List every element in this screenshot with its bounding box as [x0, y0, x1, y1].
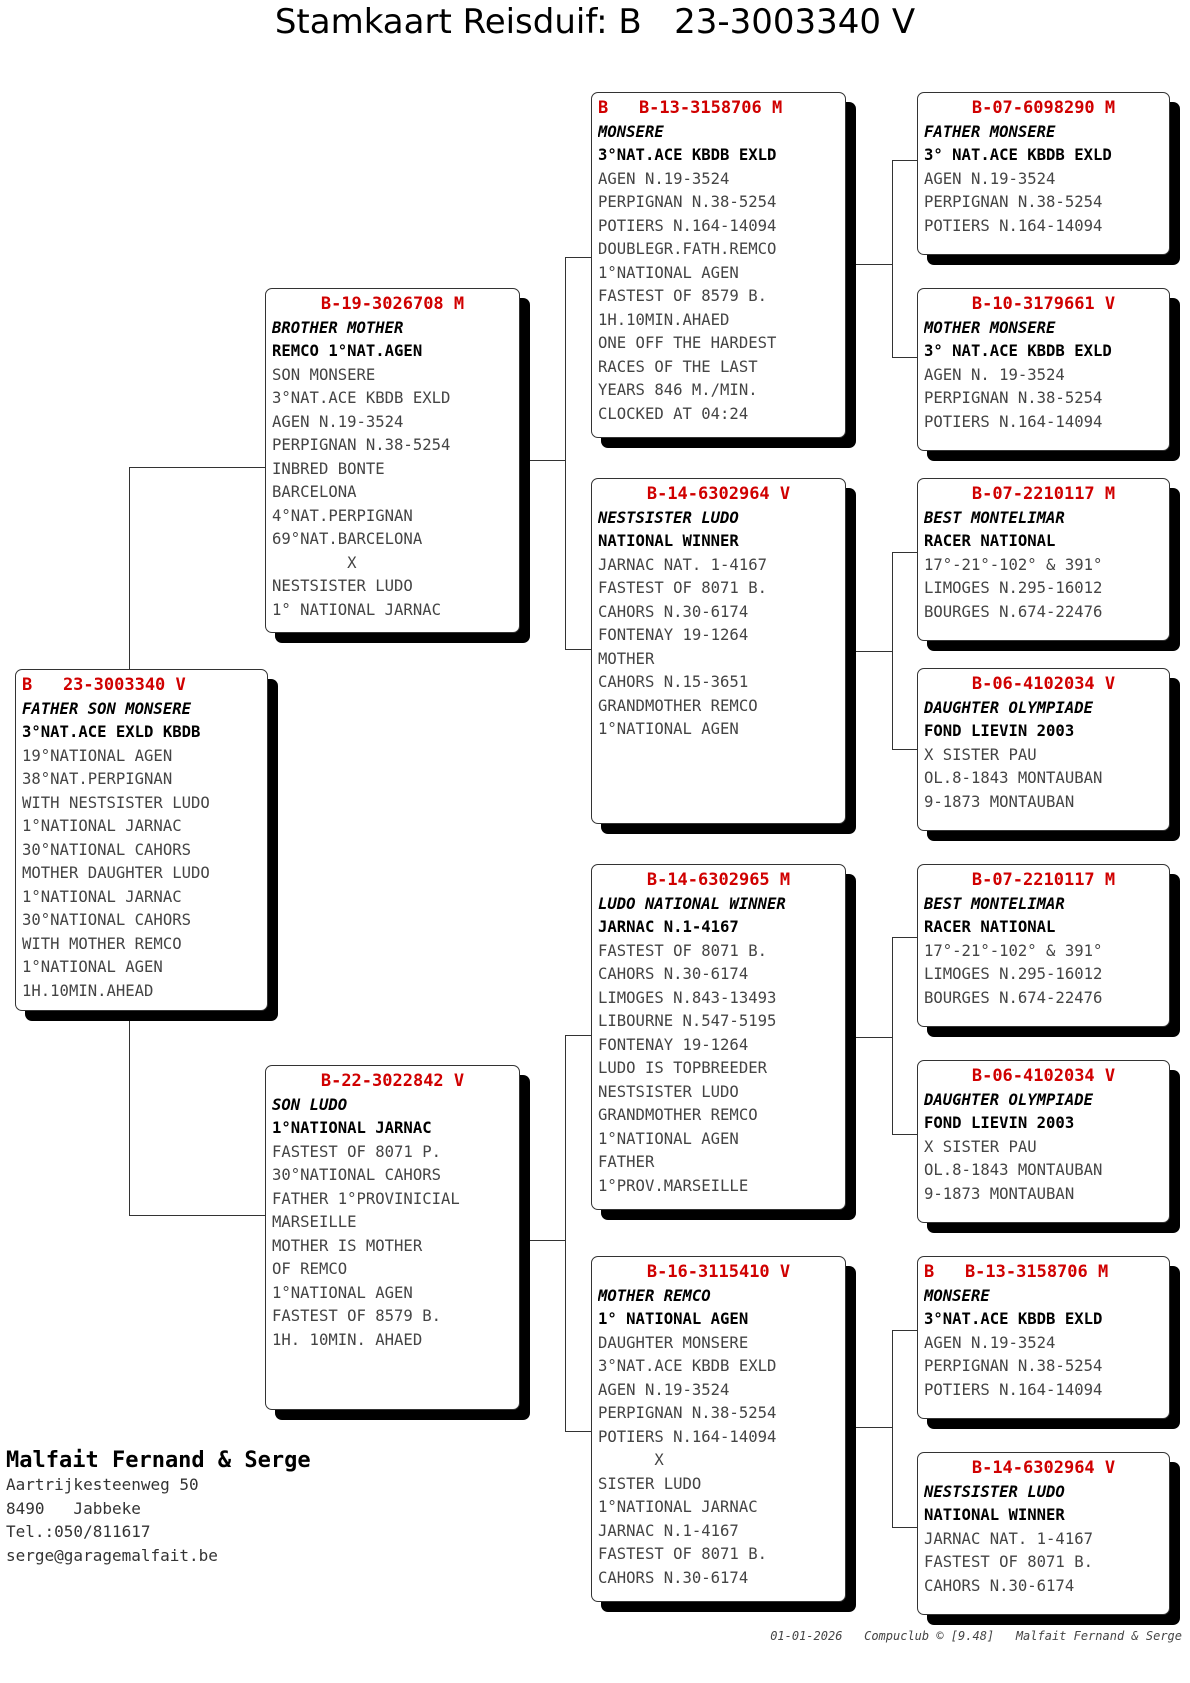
pigeon-result-line: POTIERS N.164-14094 — [598, 1427, 777, 1446]
pigeon-result-line: PERPIGNAN N.38-5254 — [598, 193, 777, 211]
pigeon-result-line: AGEN N.19-3524 — [924, 1333, 1056, 1352]
pigeon-highlight: NATIONAL WINNER — [924, 1506, 1065, 1524]
pigeon-result-line: 30°NATIONAL CAHORS — [22, 911, 191, 929]
pigeon-result-line: FASTEST OF 8071 B. — [924, 1553, 1093, 1571]
pigeon-result-line: X SISTER PAU — [924, 1137, 1037, 1156]
pigeon-result-line: FASTEST OF 8579 B. — [598, 287, 767, 305]
pigeon-highlight: 3°NAT.ACE KBDB EXLD — [598, 146, 777, 164]
pigeon-result-line: FASTEST OF 8579 B. — [272, 1307, 441, 1325]
pigeon-result-line: FASTEST OF 8071 B. — [598, 941, 767, 960]
pigeon-name: MOTHER MONSERE — [924, 318, 1056, 337]
pigeon-highlight: 3°NAT.ACE EXLD KBDB — [22, 723, 201, 741]
pigeon-card-dam-dam-sire — [917, 1256, 1170, 1419]
pigeon-result-line: MOTHER IS MOTHER — [272, 1236, 423, 1255]
pigeon-result-line: GRANDMOTHER REMCO — [598, 696, 758, 715]
pigeon-result-line: FONTENAY 19-1264 — [598, 626, 749, 644]
pigeon-name: NESTSISTER LUDO — [598, 508, 739, 527]
pigeon-highlight: REMCO 1°NAT.AGEN — [272, 342, 423, 360]
pigeon-card-dam-dam-dam — [917, 1452, 1170, 1615]
pigeon-result-line: POTIERS N.164-14094 — [924, 1380, 1103, 1399]
pigeon-result-line: 1°NATIONAL AGEN — [22, 958, 163, 976]
connector-sd-parents — [892, 552, 918, 750]
pigeon-result-line: CLOCKED AT 04:24 — [598, 404, 749, 423]
ring-number: B-14-6302965 M — [646, 870, 791, 890]
connector-dd-stub — [856, 1427, 892, 1428]
pigeon-result-line: 4°NAT.PERPIGNAN — [272, 506, 413, 525]
pigeon-result-line: CAHORS N.30-6174 — [598, 602, 749, 621]
pigeon-result-line: 30°NATIONAL CAHORS — [22, 840, 191, 859]
pigeon-result-line: FASTEST OF 8071 B. — [598, 1545, 767, 1563]
pigeon-result-line: FATHER 1°PROVINICIAL — [272, 1189, 460, 1208]
pigeon-card-dam-dam — [591, 1256, 846, 1602]
pigeon-card-dam-sire — [591, 864, 846, 1210]
pigeon-highlight: JARNAC N.1-4167 — [598, 918, 739, 936]
pigeon-highlight: NATIONAL WINNER — [598, 532, 739, 550]
pigeon-name: BEST MONTELIMAR — [924, 508, 1065, 527]
ring-number: B-07-6098290 M — [971, 98, 1116, 118]
ring-number: B-19-3026708 M — [320, 294, 465, 314]
connector-ds-stub — [856, 1037, 892, 1038]
pigeon-result-line: FATHER — [598, 1153, 655, 1171]
pigeon-result-line: FONTENAY 19-1264 — [598, 1035, 749, 1054]
pigeon-result-line: BARCELONA — [272, 483, 357, 501]
ring-number: B-14-6302964 V — [971, 1458, 1116, 1478]
pigeon-name: BROTHER MOTHER — [272, 318, 404, 337]
ring-number: B-16-3115410 V — [646, 1262, 791, 1282]
pigeon-result-line: AGEN N. 19-3524 — [924, 365, 1065, 384]
pigeon-card-dam-sire-dam — [917, 1060, 1170, 1223]
pigeon-result-line: 1H.10MIN.AHAED — [598, 310, 730, 329]
pigeon-card-dam — [265, 1065, 520, 1410]
ring-number: B B-13-3158706 M — [924, 1262, 1109, 1282]
pigeon-highlight: 3° NAT.ACE KBDB EXLD — [924, 342, 1112, 360]
pigeon-result-line: ONE OFF THE HARDEST — [598, 334, 777, 352]
pigeon-result-line: PERPIGNAN N.38-5254 — [924, 389, 1103, 407]
owner-address-line: Aartrijkesteenweg 50 — [6, 1475, 199, 1494]
pigeon-card-sire — [265, 288, 520, 633]
pigeon-result-line: 1°NATIONAL AGEN — [272, 1283, 413, 1302]
pigeon-result-line: INBRED BONTE — [272, 459, 385, 478]
pigeon-card-sire-dam-sire — [917, 478, 1170, 641]
pigeon-result-line: NESTSISTER LUDO — [598, 1082, 739, 1101]
pigeon-highlight: RACER NATIONAL — [924, 918, 1056, 936]
pigeon-result-line: CAHORS N.30-6174 — [598, 965, 749, 983]
owner-email[interactable]: serge@garagemalfait.be — [6, 1545, 218, 1565]
owner-address-line: 8490 Jabbeke — [6, 1498, 141, 1518]
pigeon-name: MONSERE — [924, 1286, 990, 1305]
connector-dam-stub — [528, 1240, 565, 1241]
pigeon-result-line: CAHORS N.15-3651 — [598, 673, 749, 691]
pigeon-highlight: 3°NAT.ACE KBDB EXLD — [924, 1310, 1103, 1328]
pigeon-name: FATHER SON MONSERE — [22, 699, 191, 718]
pigeon-result-line: POTIERS N.164-14094 — [924, 216, 1103, 235]
connector-main-sire — [129, 467, 266, 670]
pigeon-result-line: 30°NATIONAL CAHORS — [272, 1166, 441, 1184]
connector-dd-parents — [892, 1330, 918, 1528]
owner-phone: Tel.:050/811617 — [6, 1522, 151, 1541]
pigeon-highlight: 1°NATIONAL JARNAC — [272, 1119, 432, 1137]
connector-sire-parents — [565, 257, 592, 650]
pigeon-result-line: DAUGHTER MONSERE — [598, 1333, 749, 1352]
pigeon-result-line: CAHORS N.30-6174 — [598, 1568, 749, 1587]
connector-main-dam — [129, 1010, 266, 1216]
pigeon-result-line: JARNAC NAT. 1-4167 — [598, 555, 767, 574]
pigeon-result-line: CAHORS N.30-6174 — [924, 1576, 1075, 1595]
pigeon-result-line: X SISTER PAU — [924, 745, 1037, 764]
pigeon-result-line: AGEN N.19-3524 — [924, 169, 1056, 188]
pigeon-result-line: BOURGES N.674-22476 — [924, 988, 1103, 1007]
connector-ds-parents — [892, 937, 918, 1135]
pigeon-result-line: LUDO IS TOPBREEDER — [598, 1059, 767, 1077]
pigeon-result-line: OF REMCO — [272, 1260, 348, 1278]
pigeon-result-line: 9-1873 MONTAUBAN — [924, 792, 1075, 811]
pigeon-result-line: 1°NATIONAL AGEN — [598, 720, 739, 738]
pigeon-highlight: 1° NATIONAL AGEN — [598, 1310, 749, 1328]
pigeon-result-line: 9-1873 MONTAUBAN — [924, 1184, 1075, 1203]
pigeon-result-line: 1°NATIONAL AGEN — [598, 1129, 739, 1148]
owner-block — [6, 1448, 311, 1567]
pigeon-result-line: SON MONSERE — [272, 365, 376, 384]
pigeon-result-line: FASTEST OF 8071 B. — [598, 579, 767, 597]
connector-dam-parents — [565, 1035, 592, 1432]
pigeon-result-line: POTIERS N.164-14094 — [924, 412, 1103, 431]
pigeon-card-sire-sire — [591, 92, 846, 438]
connector-sire-stub — [528, 460, 565, 461]
pigeon-result-line: 3°NAT.ACE KBDB EXLD — [272, 389, 451, 407]
ring-number: B-06-4102034 V — [971, 674, 1116, 694]
pigeon-card-sire-dam-dam — [917, 668, 1170, 831]
pigeon-card-dam-sire-sire — [917, 864, 1170, 1027]
ring-number: B-06-4102034 V — [971, 1066, 1116, 1086]
pigeon-result-line: AGEN N.19-3524 — [598, 169, 730, 188]
ring-number: B 23-3003340 V — [22, 675, 186, 695]
pigeon-result-line: DOUBLEGR.FATH.REMCO — [598, 240, 777, 258]
pigeon-result-line: 1°NATIONAL JARNAC — [22, 817, 182, 835]
pigeon-result-line: BOURGES N.674-22476 — [924, 602, 1103, 621]
pigeon-highlight: RACER NATIONAL — [924, 532, 1056, 550]
pigeon-result-line: LIBOURNE N.547-5195 — [598, 1012, 777, 1030]
ring-number: B-22-3022842 V — [320, 1071, 465, 1091]
pigeon-card-sire-dam — [591, 478, 846, 824]
pigeon-result-line: PERPIGNAN N.38-5254 — [598, 1404, 777, 1422]
pigeon-name: SON LUDO — [272, 1095, 348, 1114]
pigeon-result-line: PERPIGNAN N.38-5254 — [272, 436, 451, 454]
pigeon-result-line: 1H.10MIN.AHEAD — [22, 981, 154, 1000]
pigeon-result-line: FASTEST OF 8071 P. — [272, 1142, 441, 1161]
pigeon-highlight: FOND LIEVIN 2003 — [924, 722, 1075, 740]
pigeon-result-line: OL.8-1843 MONTAUBAN — [924, 1161, 1103, 1179]
pigeon-name: MONSERE — [598, 122, 664, 141]
pigeon-result-line: X — [598, 1451, 664, 1469]
pigeon-name: DAUGHTER OLYMPIADE — [924, 1090, 1093, 1109]
pigeon-result-line: YEARS 846 M./MIN. — [598, 381, 758, 399]
pigeon-result-line: 19°NATIONAL AGEN — [22, 746, 173, 765]
pigeon-result-line: AGEN N.19-3524 — [272, 412, 404, 431]
pigeon-result-line: 1°NATIONAL JARNAC — [22, 887, 182, 906]
pigeon-result-line: 1°NATIONAL AGEN — [598, 263, 739, 282]
pigeon-result-line: RACES OF THE LAST — [598, 357, 758, 376]
pigeon-card-sire-sire-dam — [917, 288, 1170, 451]
pigeon-result-line: MOTHER — [598, 649, 655, 668]
pigeon-result-line: PERPIGNAN N.38-5254 — [924, 1357, 1103, 1375]
pigeon-result-line: OL.8-1843 MONTAUBAN — [924, 769, 1103, 787]
pigeon-result-line: 17°-21°-102° & 391° — [924, 941, 1103, 960]
pigeon-result-line: AGEN N.19-3524 — [598, 1380, 730, 1399]
connector-ss-parents — [892, 160, 918, 358]
pigeon-name: MOTHER REMCO — [598, 1286, 711, 1305]
pigeon-result-line: JARNAC NAT. 1-4167 — [924, 1529, 1093, 1548]
pigeon-highlight: 3° NAT.ACE KBDB EXLD — [924, 146, 1112, 164]
ring-number: B-07-2210117 M — [971, 484, 1116, 504]
owner-name: Malfait Fernand & Serge — [6, 1448, 311, 1473]
pigeon-result-line: 69°NAT.BARCELONA — [272, 530, 423, 548]
footer-credits: 01-01-2026 Compuclub © [9.48] Malfait Fernand & Serge — [770, 1629, 1182, 1643]
pigeon-result-line: POTIERS N.164-14094 — [598, 216, 777, 235]
ring-number: B-10-3179661 V — [971, 294, 1116, 314]
pigeon-result-line: MOTHER DAUGHTER LUDO — [22, 864, 210, 882]
pigeon-highlight: FOND LIEVIN 2003 — [924, 1114, 1075, 1132]
pigeon-name: BEST MONTELIMAR — [924, 894, 1065, 913]
pigeon-result-line: LIMOGES N.295-16012 — [924, 965, 1103, 983]
pigeon-result-line: X — [272, 553, 357, 572]
pigeon-card-sire-sire-sire — [917, 92, 1170, 255]
pigeon-result-line: SISTER LUDO — [598, 1474, 702, 1493]
pigeon-result-line: WITH NESTSISTER LUDO — [22, 793, 210, 812]
pigeon-result-line: 1°NATIONAL JARNAC — [598, 1498, 758, 1516]
pigeon-result-line: MARSEILLE — [272, 1213, 357, 1231]
connector-sd-stub — [856, 651, 892, 652]
pigeon-result-line: LIMOGES N.843-13493 — [598, 988, 777, 1007]
pigeon-name: FATHER MONSERE — [924, 122, 1056, 141]
pigeon-name: DAUGHTER OLYMPIADE — [924, 698, 1093, 717]
pigeon-result-line: LIMOGES N.295-16012 — [924, 579, 1103, 597]
pigeon-card-main — [15, 669, 268, 1011]
ring-number: B B-13-3158706 M — [598, 98, 783, 118]
pigeon-result-line: 1H. 10MIN. AHAED — [272, 1330, 423, 1349]
pigeon-result-line: GRANDMOTHER REMCO — [598, 1106, 758, 1124]
pigeon-result-line: WITH MOTHER REMCO — [22, 934, 182, 953]
pigeon-result-line: 38°NAT.PERPIGNAN — [22, 770, 173, 788]
pigeon-result-line: JARNAC N.1-4167 — [598, 1521, 739, 1540]
connector-ss-stub — [856, 264, 892, 265]
pigeon-result-line: 17°-21°-102° & 391° — [924, 555, 1103, 574]
ring-number: B-14-6302964 V — [646, 484, 791, 504]
pigeon-result-line: PERPIGNAN N.38-5254 — [924, 193, 1103, 211]
pigeon-result-line: 1°PROV.MARSEILLE — [598, 1176, 749, 1195]
pigeon-name: NESTSISTER LUDO — [924, 1482, 1065, 1501]
pigeon-result-line: 3°NAT.ACE KBDB EXLD — [598, 1357, 777, 1375]
ring-number: B-07-2210117 M — [971, 870, 1116, 890]
pigeon-result-line: NESTSISTER LUDO — [272, 577, 413, 595]
pigeon-name: LUDO NATIONAL WINNER — [598, 894, 786, 913]
pigeon-result-line: 1° NATIONAL JARNAC — [272, 600, 441, 619]
page-title: Stamkaart Reisduif: B 23-3003340 V — [274, 2, 916, 42]
